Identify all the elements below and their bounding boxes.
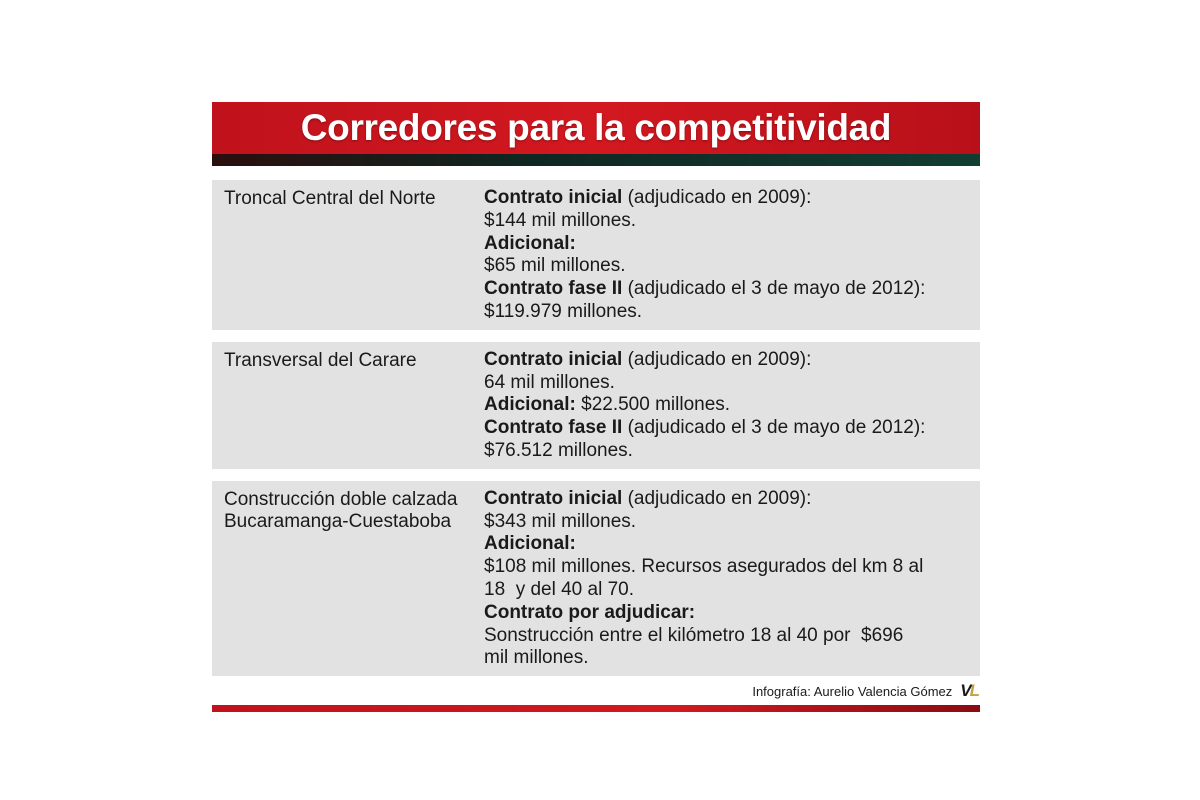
detail-text: $119.979 millones.	[484, 300, 643, 322]
detail-line	[484, 278, 980, 301]
detail-line	[484, 349, 980, 372]
detail-text: $76.512 millones.	[484, 439, 633, 461]
detail-text: mil millones.	[484, 647, 589, 669]
title-stripe	[212, 154, 980, 166]
contract-details	[484, 186, 980, 324]
corridor-table	[212, 180, 980, 676]
credit-row	[212, 678, 980, 704]
detail-line	[484, 625, 980, 648]
detail-text: $65 mil millones.	[484, 255, 626, 277]
detail-label: Contrato inicial	[484, 187, 623, 208]
detail-label: Contrato inicial	[484, 487, 623, 509]
detail-line	[484, 233, 980, 256]
detail-text: $144 mil millones.	[484, 209, 637, 231]
detail-line	[484, 372, 980, 395]
detail-line	[484, 417, 980, 440]
detail-label: Adicional:	[484, 394, 576, 416]
detail-label: Contrato fase II	[484, 417, 623, 439]
detail-text: (adjudicado el 3 de mayo de 2012):	[622, 417, 926, 439]
detail-line	[484, 187, 980, 210]
title-bar	[212, 102, 980, 154]
table-row	[212, 481, 980, 676]
contract-details	[484, 487, 980, 670]
page-title: Corredores para la competitividad	[300, 107, 892, 148]
detail-line	[484, 440, 980, 463]
corridor-name: Transversal del Carare	[224, 349, 417, 371]
logo-l: L	[969, 681, 978, 701]
detail-line	[484, 301, 980, 324]
detail-line	[484, 511, 980, 534]
detail-label: Contrato fase II	[484, 278, 623, 300]
detail-label: Adicional:	[484, 533, 576, 555]
detail-label: Adicional:	[484, 232, 576, 254]
corridor-name: Troncal Central del Norte	[224, 188, 436, 209]
detail-line	[484, 255, 980, 278]
table-row	[212, 180, 980, 330]
detail-line	[484, 647, 980, 670]
detail-text: $108 mil millones. Recursos asegurados del km 8 al	[484, 556, 924, 578]
detail-text: (adjudicado el 3 de mayo de 2012):	[622, 278, 926, 300]
bottom-bar	[212, 705, 980, 712]
detail-label: Contrato inicial	[484, 348, 623, 370]
detail-line	[484, 210, 980, 233]
detail-line	[484, 533, 980, 556]
credit-text: Infografía: Aurelio Valencia Gómez	[752, 683, 953, 699]
detail-label: Contrato por adjudicar:	[484, 601, 696, 623]
table-row	[212, 342, 980, 469]
corridor-name: Construcción doble calzada Bucaramanga-Cuestaboba	[224, 488, 458, 532]
detail-line	[484, 556, 980, 579]
detail-text: $22.500 millones.	[575, 394, 731, 416]
detail-line	[484, 579, 980, 602]
infographic-card	[212, 102, 980, 712]
contract-details	[484, 348, 980, 463]
logo-v: V	[960, 681, 970, 701]
detail-text: 64 mil millones.	[484, 371, 615, 393]
publisher-logo	[960, 681, 978, 701]
detail-line	[484, 488, 980, 511]
detail-line	[484, 394, 980, 417]
detail-text: (adjudicado en 2009):	[622, 487, 812, 509]
detail-text: 18 y del 40 al 70.	[484, 578, 634, 600]
detail-line	[484, 602, 980, 625]
detail-text: (adjudicado en 2009):	[622, 187, 812, 208]
detail-text: $343 mil millones.	[484, 510, 637, 532]
detail-text: Sonstrucción entre el kilómetro 18 al 40 por $696	[484, 624, 904, 646]
detail-text: (adjudicado en 2009):	[622, 348, 812, 370]
